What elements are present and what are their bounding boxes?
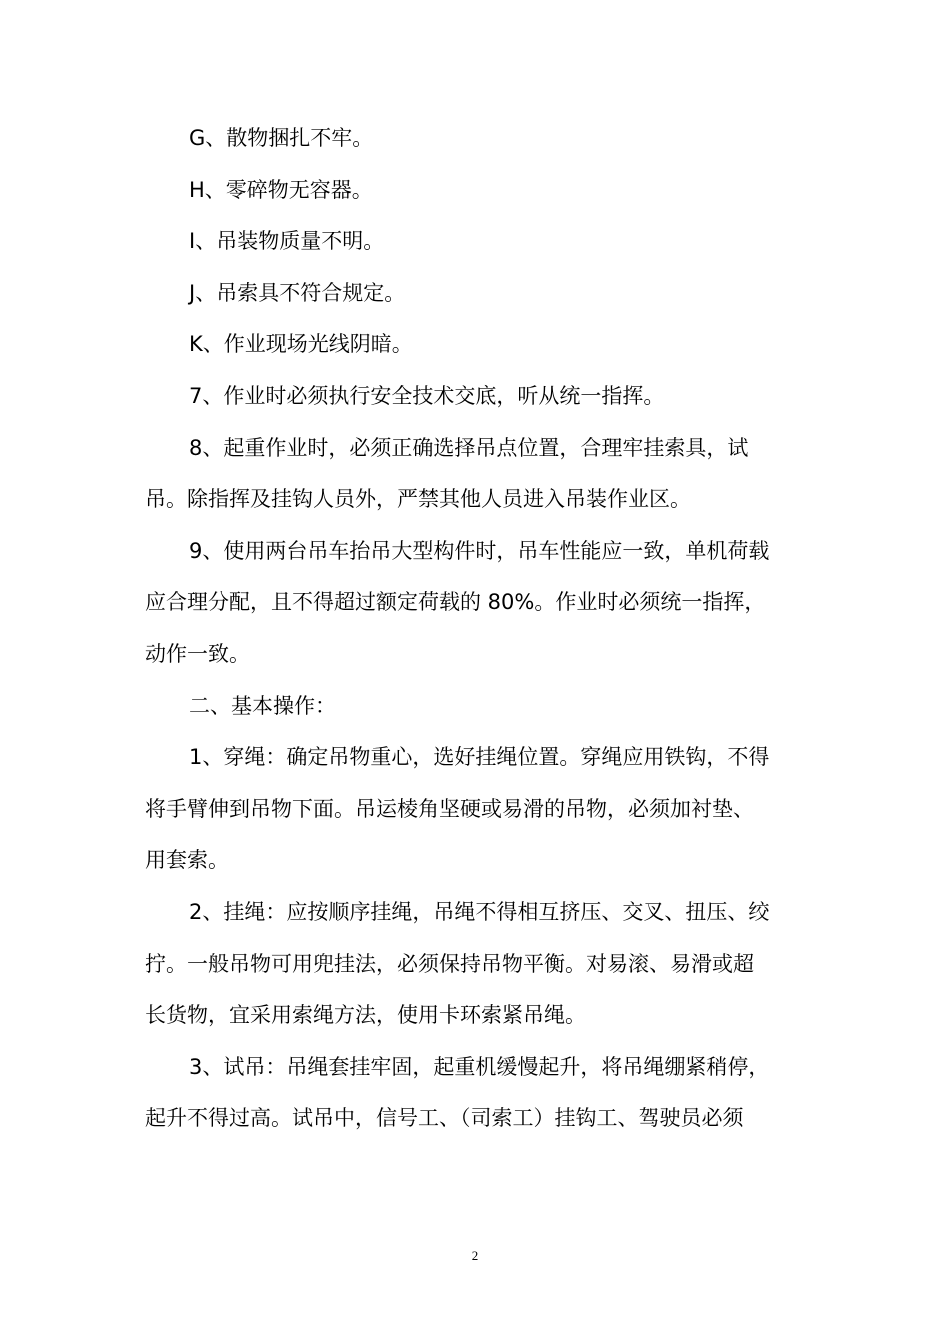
text-line: J、吊索具不符合规定。 xyxy=(189,280,406,305)
section-heading: 二、基本操作： xyxy=(189,693,336,718)
text-line: 9、使用两台吊车抬吊大型构件时，吊车性能应一致，单机荷载 xyxy=(189,538,770,563)
text-line: 动作一致。 xyxy=(145,641,250,666)
text-line: 吊。除指挥及挂钩人员外，严禁其他人员进入吊装作业区。 xyxy=(145,487,691,512)
body-text xyxy=(145,118,805,1150)
text-line: 7、作业时必须执行安全技术交底，听从统一指挥。 xyxy=(189,383,665,408)
text-line: 1、穿绳：确定吊物重心，选好挂绳位置。穿绳应用铁钩，不得 xyxy=(189,745,770,770)
text-line: K、作业现场光线阴暗。 xyxy=(189,332,413,357)
text-line: 将手臂伸到吊物下面。吊运棱角坚硬或易滑的吊物，必须加衬垫、 xyxy=(145,796,754,821)
text-line: 应合理分配，且不得超过额定荷载的 80%。作业时必须统一指挥， xyxy=(145,590,766,615)
text-line: 8、起重作业时，必须正确选择吊点位置，合理牢挂索具，试 xyxy=(189,435,749,460)
text-line: 3、试吊：吊绳套挂牢固，起重机缓慢起升，将吊绳绷紧稍停， xyxy=(189,1054,770,1079)
text-line: 起升不得过高。试吊中，信号工、（司索工）挂钩工、驾驶员必须 xyxy=(145,1106,744,1131)
text-line: H、零碎物无容器。 xyxy=(189,177,373,202)
text-line: G、散物捆扎不牢。 xyxy=(189,126,374,150)
text-line: I、吊装物质量不明。 xyxy=(189,229,385,254)
text-line: 2、挂绳：应按顺序挂绳，吊绳不得相互挤压、交叉、扭压、绞 xyxy=(189,899,770,924)
text-line: 用套索。 xyxy=(145,848,229,873)
text-line: 拧。一般吊物可用兜挂法，必须保持吊物平衡。对易滚、易滑或超 xyxy=(145,951,754,976)
text-line: 长货物，宜采用索绳方法，使用卡环索紧吊绳。 xyxy=(145,1003,586,1028)
page-number: 2 xyxy=(471,1248,479,1263)
